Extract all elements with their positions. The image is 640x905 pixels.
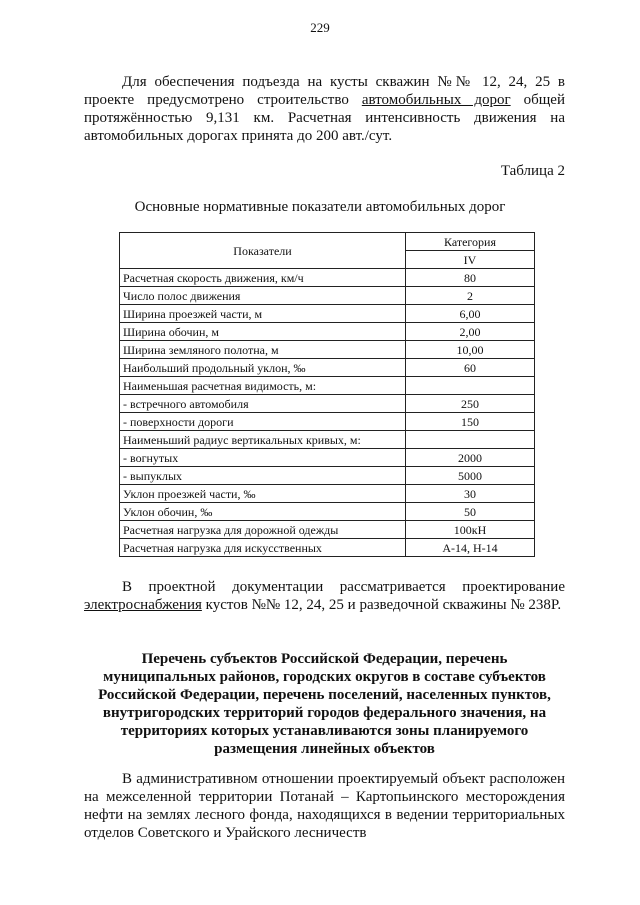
- row-value: 2: [406, 287, 535, 305]
- heading-line: размещения линейных объектов: [214, 741, 435, 757]
- table-row: [120, 305, 535, 323]
- row-label: Уклон обочин, ‰: [120, 503, 406, 521]
- table-row: [120, 485, 535, 503]
- admin-text: В административном отношении проектируемый объект расположен на межселенной территории Потанай – Картопьинского месторождения нефти на землях лесного фонда, находящихся в ведении территориальных отделов Советского и Урайского лесничеств: [84, 771, 565, 841]
- row-label: Ширина проезжей части, м: [120, 305, 406, 323]
- row-value: 100кН: [406, 521, 535, 539]
- row-label: - выпуклых: [120, 467, 406, 485]
- row-value: 30: [406, 485, 535, 503]
- intro-text-1: Для обеспечения подъезда на кусты скважин №№ 12, 24, 25 в проекте предусмотрено строительство: [84, 74, 565, 108]
- table-row: [120, 413, 535, 431]
- row-value: 2,00: [406, 323, 535, 341]
- power-paragraph: [84, 578, 565, 614]
- table-row: [120, 323, 535, 341]
- row-label: - вогнутых: [120, 449, 406, 467]
- power-text-1: В проектной документации рассматривается проектирование: [122, 579, 565, 595]
- table-row: [120, 341, 535, 359]
- row-label: Расчетная нагрузка для искусственных: [120, 539, 406, 557]
- intro-paragraph: [84, 73, 565, 145]
- row-value: 60: [406, 359, 535, 377]
- header-category-value: IV: [406, 251, 535, 269]
- row-label: Ширина земляного полотна, м: [120, 341, 406, 359]
- table-caption: Основные нормативные показатели автомобильных дорог: [134, 199, 506, 215]
- row-value: 6,00: [406, 305, 535, 323]
- row-value: 10,00: [406, 341, 535, 359]
- table-row: [120, 521, 535, 539]
- header-indicator: Показатели: [120, 233, 406, 269]
- table-row: [120, 395, 535, 413]
- heading-line: внутригородских территорий городов федерального значения, на: [102, 705, 547, 721]
- row-label: Наименьшая расчетная видимость, м:: [120, 377, 406, 395]
- power-text-2: кустов №№ 12, 24, 25 и разведочной скважины № 238Р.: [201, 597, 562, 613]
- heading-line: муниципальных районов, городских округов в составе субъектов: [103, 669, 546, 685]
- row-label: Наибольший продольный уклон, ‰: [120, 359, 406, 377]
- page-number: 229: [310, 20, 330, 35]
- intro-text-2: общей протяжённостью 9,131 км. Расчетная интенсивность движения на автомобильных дорогах принята до 200 авт./сут.: [84, 92, 565, 144]
- row-label: - встречного автомобиля: [120, 395, 406, 413]
- row-label: Наименьший радиус вертикальных кривых, м:: [120, 431, 406, 449]
- row-label: Расчетная скорость движения, км/ч: [120, 269, 406, 287]
- row-value: 5000: [406, 467, 535, 485]
- row-value: 250: [406, 395, 535, 413]
- power-supply-link[interactable]: электроснабжения: [84, 597, 202, 613]
- table-row: [120, 269, 535, 287]
- row-value: [406, 431, 535, 449]
- row-label: Расчетная нагрузка для дорожной одежды: [120, 521, 406, 539]
- row-value: 150: [406, 413, 535, 431]
- row-value: 50: [406, 503, 535, 521]
- header-category: Категория: [406, 233, 535, 251]
- section-heading: [84, 650, 565, 758]
- admin-paragraph: [84, 770, 565, 842]
- row-label: Уклон проезжей части, ‰: [120, 485, 406, 503]
- table-row: [120, 449, 535, 467]
- table-row: [120, 359, 535, 377]
- row-value: 2000: [406, 449, 535, 467]
- row-label: - поверхности дороги: [120, 413, 406, 431]
- heading-line: Перечень субъектов Российской Федерации, перечень: [141, 651, 508, 667]
- roads-link[interactable]: автомобильных дорог: [361, 92, 511, 108]
- row-value: А-14, Н-14: [406, 539, 535, 557]
- table-row: [120, 287, 535, 305]
- road-standards-table: [119, 232, 535, 557]
- table-row: [120, 467, 535, 485]
- table-row: [120, 431, 535, 449]
- table-row: [120, 377, 535, 395]
- heading-line: Российской Федерации, перечень поселений, населенных пунктов,: [98, 687, 551, 703]
- row-value: 80: [406, 269, 535, 287]
- heading-line: территориях которых устанавливаются зоны планируемого: [120, 723, 529, 739]
- row-label: Число полос движения: [120, 287, 406, 305]
- table-label: Таблица 2: [500, 163, 565, 179]
- table-row: [120, 539, 535, 557]
- row-label: Ширина обочин, м: [120, 323, 406, 341]
- table-row: [120, 503, 535, 521]
- row-value: [406, 377, 535, 395]
